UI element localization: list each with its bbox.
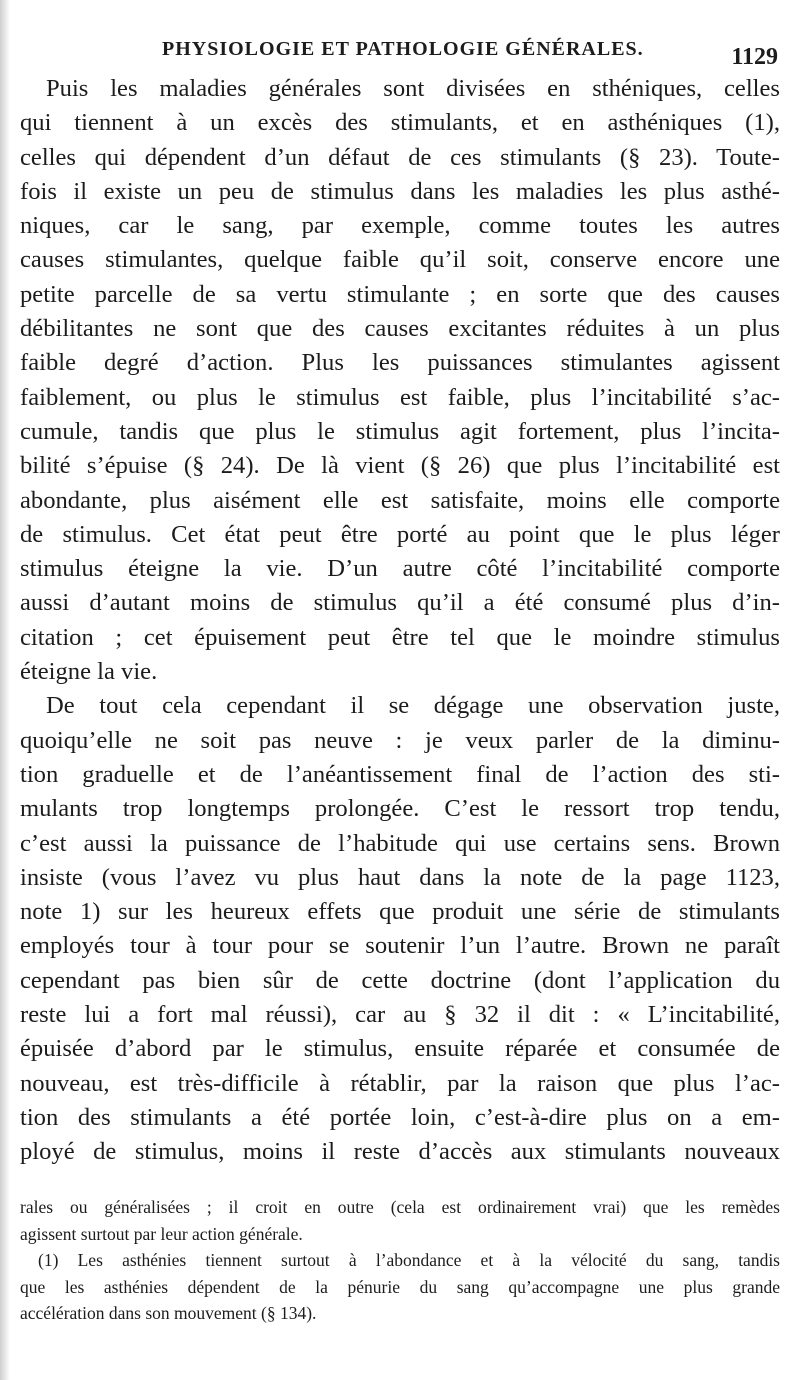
text-line: bilité s’épuise (§ 24). De là vient (§ 26) que plus l’incitabilité est [20, 452, 780, 480]
footnote-line: accélération dans son mouvement (§ 134). [20, 1303, 317, 1323]
text-line: petite parcelle de sa vertu stimulante ; en sorte que des causes [20, 280, 780, 308]
footnotes [20, 1194, 780, 1327]
text-line: De tout cela cependant il se dégage une observation juste, [46, 692, 780, 720]
text-line: c’est aussi la puissance de l’habitude qui use certains sens. Brown [20, 829, 780, 857]
text-line: débilitantes ne sont que des causes excitantes réduites à un plus [20, 315, 780, 343]
text-line: abondante, plus aisément elle est satisfaite, moins elle comporte [20, 486, 780, 514]
text-line: cependant pas bien sûr de cette doctrine (dont l’application du [20, 966, 780, 994]
text-line: épuisée d’abord par le stimulus, ensuite réparée et consumée de [20, 1035, 780, 1063]
footnote-line: (1) Les asthénies tiennent surtout à l’abondance et à la vélocité du sang, tandis [38, 1250, 780, 1270]
text-line: tion graduelle et de l’anéantissement final de l’action des sti- [20, 760, 780, 788]
text-line: note 1) sur les heureux effets que produit une série de stimulants [20, 898, 780, 926]
text-line: fois il existe un peu de stimulus dans les maladies les plus asthé- [20, 177, 780, 205]
text-line: reste lui a fort mal réussi), car au § 32 il dit : « L’incitabilité, [20, 1001, 780, 1029]
text-line: nouveau, est très-difficile à rétablir, par la raison que plus l’ac- [20, 1069, 780, 1097]
running-head: PHYSIOLOGIE ET PATHOLOGIE GÉNÉRALES. [162, 38, 644, 60]
page-gutter-shadow [0, 0, 10, 1380]
text-line: de stimulus. Cet état peut être porté au point que le plus léger [20, 520, 780, 548]
text-line: insiste (vous l’avez vu plus haut dans la note de la page 1123, [20, 863, 780, 891]
main-text [20, 72, 780, 1170]
page-number: 1129 [731, 44, 778, 70]
text-line: mulants trop longtemps prolongée. C’est le ressort trop tendu, [20, 795, 780, 823]
text-line: tion des stimulants a été portée loin, c’est-à-dire plus on a em- [20, 1103, 780, 1131]
text-line: faiblement, ou plus le stimulus est faible, plus l’incitabilité s’ac- [20, 383, 780, 411]
text-line: éteigne la vie. [20, 658, 158, 686]
footnote-line: agissent surtout par leur action générale. [20, 1223, 303, 1244]
text-line: cumule, tandis que plus le stimulus agit fortement, plus l’incita- [20, 417, 780, 445]
text-line: faible degré d’action. Plus les puissances stimulantes agissent [20, 349, 780, 377]
text-line: celles qui dépendent d’un défaut de ces stimulants (§ 23). Toute- [20, 143, 780, 171]
text-line: ployé de stimulus, moins il reste d’accès aux stimulants nouveaux [20, 1138, 780, 1166]
text-line: employés tour à tour pour se soutenir l’un l’autre. Brown ne paraît [20, 932, 780, 960]
text-line: niques, car le sang, par exemple, comme toutes les autres [20, 212, 780, 240]
footnote-line: rales ou généralisées ; il croit en outre (cela est ordinairement vrai) que les remèdes [20, 1197, 780, 1217]
text-line: qui tiennent à un excès des stimulants, et en asthéniques (1), [20, 109, 780, 137]
text-line: aussi d’autant moins de stimulus qu’il a été consumé plus d’in- [20, 589, 780, 617]
footnote-line: que les asthénies dépendent de la pénurie du sang qu’accompagne une plus grande [20, 1276, 780, 1297]
text-line: stimulus éteigne la vie. D’un autre côté l’incitabilité comporte [20, 555, 780, 583]
text-line: citation ; cet épuisement peut être tel que le moindre stimulus [20, 623, 780, 651]
text-line: Puis les maladies générales sont divisées en sthéniques, celles [46, 75, 780, 102]
text-line: causes stimulantes, quelque faible qu’il soit, conserve encore une [20, 246, 780, 274]
text-line: quoiqu’elle ne soit pas neuve : je veux parler de la diminu- [20, 726, 780, 754]
